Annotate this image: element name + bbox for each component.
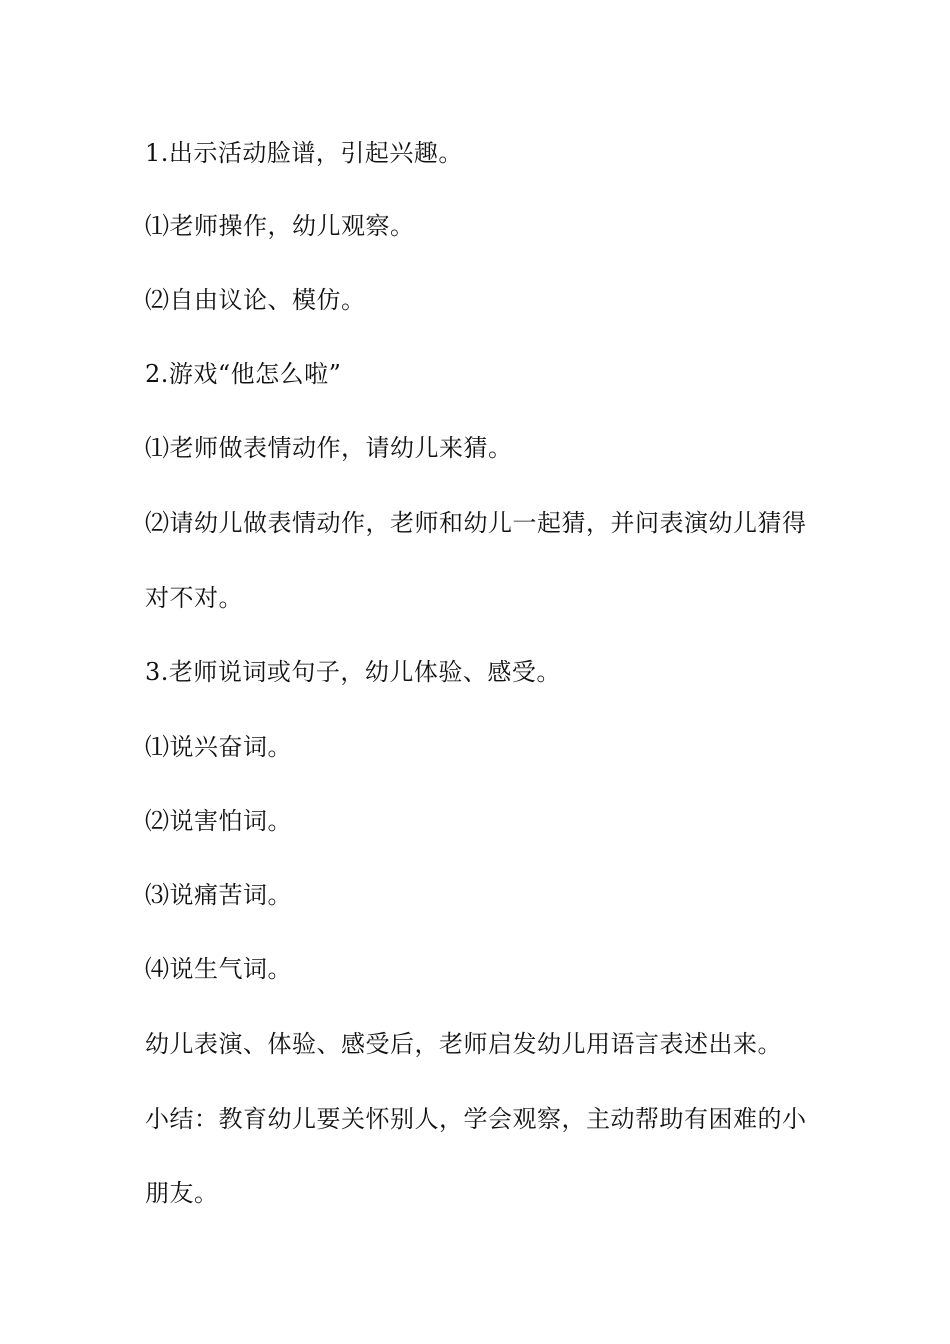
step-3-item-3: ⑶说痛苦词。	[145, 881, 292, 909]
step-3-item-1: ⑴说兴奋词。	[145, 733, 292, 761]
step-1-item-1: ⑴老师操作，幼儿观察。	[145, 212, 415, 240]
step-1-item-2: ⑵自由议论、模仿。	[145, 286, 366, 314]
step-3-item-2: ⑵说害怕词。	[145, 807, 292, 835]
step-3-item-4: ⑷说生气词。	[145, 955, 292, 983]
step-2-item-2: ⑵请幼儿做表情动作，老师和幼儿一起猜，并问表演幼儿猜得	[145, 509, 807, 537]
summary-paragraph-continued: 朋友。	[145, 1179, 219, 1207]
step-2-item-1: ⑴老师做表情动作，请幼儿来猜。	[145, 434, 513, 462]
summary-paragraph: 小结：教育幼儿要关怀别人，学会观察，主动帮助有困难的小	[145, 1105, 807, 1133]
step-3-heading: 3.老师说词或句子，幼儿体验、感受。	[145, 658, 561, 686]
step-2-heading: 2.游戏“他怎么啦”	[145, 360, 342, 388]
paragraph-performance: 幼儿表演、体验、感受后，老师启发幼儿用语言表述出来。	[145, 1030, 782, 1058]
step-2-item-2-continued: 对不对。	[145, 584, 243, 612]
step-1-heading: 1.出示活动脸谱，引起兴趣。	[145, 139, 463, 167]
